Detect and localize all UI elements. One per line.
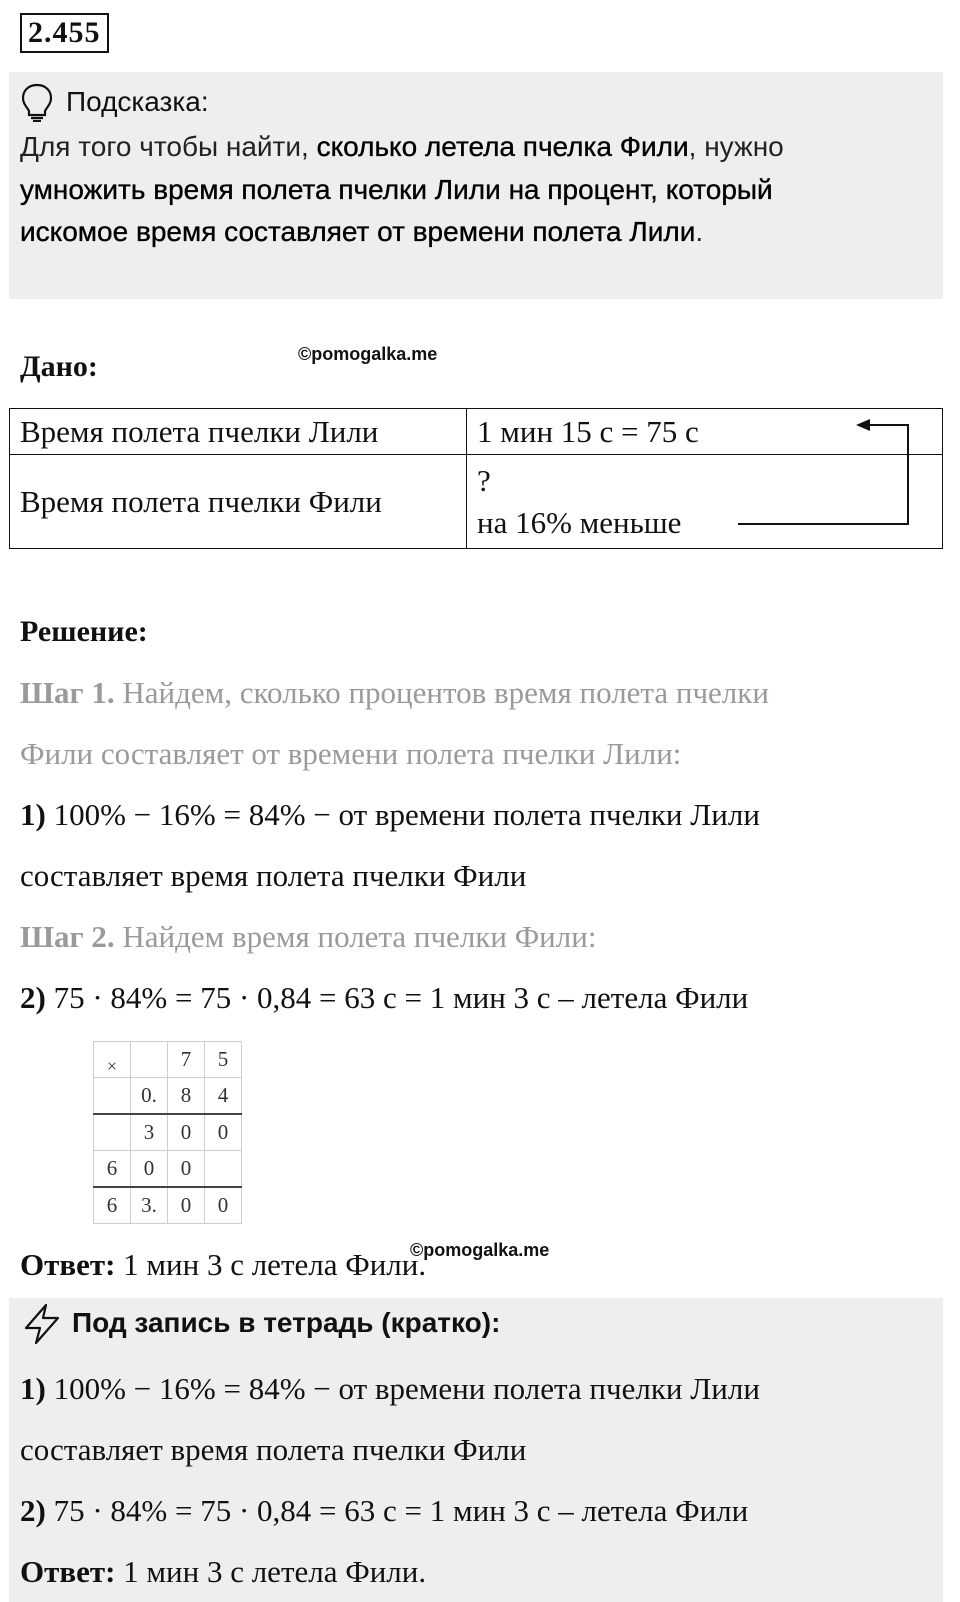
- given-row-fili-name: Время полета пчелки Фили: [10, 455, 467, 549]
- solution-label: Решение:: [20, 615, 148, 648]
- step2-head: Шаг 2.: [20, 919, 115, 954]
- step2-line: [20, 917, 596, 957]
- notes-title: Под запись в тетрадь (кратко):: [72, 1307, 501, 1338]
- step2-text: Найдем время полета пчелки Фили:: [114, 919, 597, 954]
- notes-answer-label: Ответ:: [20, 1554, 116, 1589]
- mult-row: [94, 1151, 242, 1188]
- watermark-top: ©pomogalka.me: [298, 344, 438, 364]
- notes-answer-line: [20, 1552, 426, 1592]
- solution-line-2: [20, 978, 748, 1018]
- given-row-lili-value: 1 мин 15 с = 75 с: [467, 409, 943, 455]
- given-row-lili-name: Время полета пчелки Лили: [10, 409, 467, 455]
- answer-text: 1 мин 3 с летела Фили.: [115, 1247, 427, 1282]
- mult-cell: 0.: [131, 1078, 168, 1115]
- notes-line-2: [20, 1491, 748, 1531]
- hint-line-2-text: умножить время полета пчелки Лили на процент, который: [20, 174, 773, 205]
- notes-line-1-text: 100% − 16% = 84% − от времени полета пчелки Лили: [45, 1371, 760, 1406]
- notes-line-2-text: 75 · 84% = 75 · 0,84 = 63 с = 1 мин 3 с – летела Фили: [45, 1493, 749, 1528]
- mult-cell: ×: [94, 1042, 131, 1078]
- mult-cell: 6: [94, 1151, 131, 1188]
- given-label: Дано:: [20, 350, 98, 383]
- mult-cell: 0: [131, 1151, 168, 1188]
- hint-text-a: Для того чтобы найти,: [20, 131, 317, 162]
- solution-line-1a: [20, 795, 760, 835]
- lightning-icon: [20, 1302, 64, 1346]
- mult-cell: 0: [168, 1151, 205, 1188]
- mult-cell: 0: [168, 1114, 205, 1151]
- answer-line: [20, 1245, 426, 1285]
- solution-line-2-text: 75 · 84% = 75 · 0,84 = 63 с = 1 мин 3 с – летела Фили: [45, 980, 749, 1015]
- hint-line-3-text: искомое время составляет от времени полета Лили: [20, 216, 696, 247]
- solution-line-1-text: 100% − 16% = 84% − от времени полета пчелки Лили: [45, 797, 760, 832]
- hint-line-3-end: .: [695, 216, 704, 247]
- mult-cell: 6: [94, 1187, 131, 1224]
- mult-cell: [94, 1114, 131, 1151]
- notes-line-1b: составляет время полета пчелки Фили: [20, 1432, 527, 1467]
- arrow-head-icon: [856, 419, 870, 431]
- step1-head: Шаг 1.: [20, 675, 115, 710]
- step1-line-a: [20, 673, 769, 713]
- mult-cell: 3.: [131, 1187, 168, 1224]
- hint-title: Подсказка:: [66, 86, 209, 117]
- task-number: 2.455: [20, 13, 109, 53]
- mult-cell: 4: [205, 1078, 242, 1115]
- mult-cell: 7: [168, 1042, 205, 1078]
- solution-line-2-num: 2): [20, 980, 46, 1015]
- hint-text-b: сколько летела пчелка Фили: [316, 131, 689, 162]
- step1-line-b: Фили составляет от времени полета пчелки Лили:: [20, 736, 682, 771]
- notes-line-1-num: 1): [20, 1371, 46, 1406]
- notes-line-2-num: 2): [20, 1493, 46, 1528]
- mult-row: [94, 1042, 242, 1078]
- watermark-bottom: ©pomogalka.me: [410, 1240, 550, 1260]
- mult-cell: [131, 1042, 168, 1078]
- mult-cell: 8: [168, 1078, 205, 1115]
- mult-cell: 0: [205, 1187, 242, 1224]
- mult-cell: 3: [131, 1114, 168, 1151]
- solution-line-1b: составляет время полета пчелки Фили: [20, 858, 527, 893]
- multiplication-grid: [93, 1041, 242, 1224]
- hint-text-c: , нужно: [688, 131, 784, 162]
- step1-text-a: Найдем, сколько процентов время полета пчелки: [114, 675, 769, 710]
- mult-cell: [94, 1078, 131, 1115]
- given-row-fili-value: на 16% меньше: [477, 504, 682, 540]
- mult-row: [94, 1078, 242, 1115]
- relation-arrow: [0, 0, 960, 600]
- answer-label: Ответ:: [20, 1247, 116, 1282]
- mult-cell: 5: [205, 1042, 242, 1078]
- mult-cell: 0: [205, 1114, 242, 1151]
- mult-row: [94, 1187, 242, 1224]
- mult-cell: 0: [168, 1187, 205, 1224]
- notes-line-1a: [20, 1369, 760, 1409]
- given-row-fili-question: ?: [477, 462, 491, 498]
- mult-cell: [205, 1151, 242, 1188]
- solution-line-1-num: 1): [20, 797, 46, 832]
- notes-answer-text: 1 мин 3 с летела Фили.: [115, 1554, 427, 1589]
- mult-row: [94, 1114, 242, 1151]
